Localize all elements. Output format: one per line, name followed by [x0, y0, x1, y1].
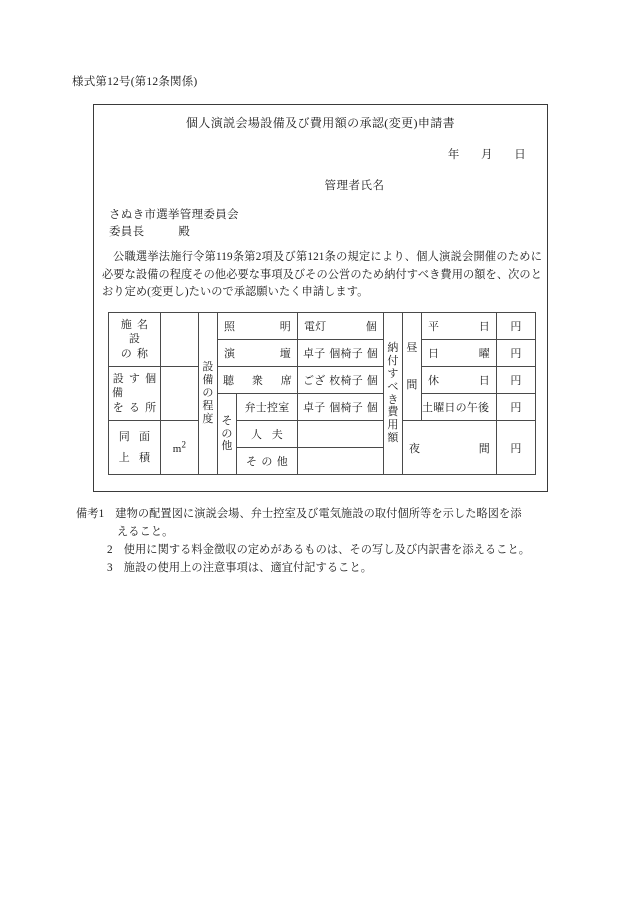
area-char-4: 積 — [139, 452, 151, 464]
label-venue-place — [109, 367, 161, 421]
nighttime-row-label — [403, 421, 497, 475]
addressee-honorific: 殿 — [178, 225, 191, 238]
equipment-fee-table — [108, 312, 536, 475]
venue-char-7: 所 — [145, 401, 157, 414]
label-fee-payable — [384, 313, 403, 475]
labourer-char-1: 人 — [251, 429, 263, 441]
nighttime-char-1: 夜 — [409, 442, 421, 455]
holiday-char-1: 休 — [428, 375, 440, 387]
facility-name-char-2: 名 — [137, 319, 149, 332]
venue-char-4: 備 — [112, 387, 124, 400]
fee-char-1: 納 — [387, 341, 399, 354]
other-char-1: そ — [221, 414, 233, 427]
audience-char-2: 衆 — [251, 375, 264, 387]
other-char-2: の — [221, 427, 233, 440]
lighting-items[interactable] — [298, 313, 384, 340]
venue-char-5: を — [112, 401, 124, 414]
page-title: 個人演説会場設備及び費用額の承認(変更)申請書 — [185, 116, 456, 130]
lighting-char-1: 照 — [224, 321, 236, 333]
row-label-platform — [218, 340, 298, 367]
remark-item-1-continued: えること。 — [117, 526, 174, 539]
body-paragraph — [102, 249, 542, 302]
remarks-section — [76, 505, 566, 578]
other-misc-items[interactable] — [298, 448, 384, 475]
misc-char-1: そ — [246, 456, 258, 468]
fee-char-5: き — [387, 393, 399, 406]
label-daytime — [403, 313, 422, 421]
misc-char-3: 他 — [276, 456, 288, 468]
equipment-char-4: 程 — [202, 399, 214, 412]
remark-text-3: 施設の使用上の注意事項は、適宜付記すること。 — [123, 562, 373, 575]
application-form-box — [93, 104, 548, 492]
audience-item-3: 個 — [366, 375, 378, 387]
fee-char-6: 費 — [387, 406, 399, 419]
equipment-char-5: 度 — [202, 412, 214, 425]
venue-char-1: 設 — [112, 373, 124, 386]
daytime-char-1: 昼 — [406, 341, 418, 354]
venue-char-3: 個 — [145, 373, 157, 386]
labourer-items[interactable] — [298, 421, 384, 448]
venue-char-2: す — [128, 373, 141, 386]
daytime-row-label-sunday — [422, 340, 497, 367]
daytime-row-label-holiday — [422, 367, 497, 394]
audience-item-2: 枚椅子 — [329, 375, 363, 387]
platform-char-1: 演 — [224, 348, 236, 360]
remark-item-1 — [76, 505, 566, 523]
day-label: 日 — [514, 149, 526, 161]
facility-name-char-3: 設 — [128, 333, 141, 346]
remark-number-2: 2 — [107, 544, 113, 557]
speaker-room-item-2: 個椅子 — [329, 402, 363, 414]
labourer-char-2: 夫 — [271, 429, 283, 441]
equipment-char-3: の — [202, 387, 214, 400]
daytime-row-label-weekday — [422, 313, 497, 340]
remarks-heading: 備考 — [76, 508, 99, 520]
remark-text-1: 建物の配置図に演説会場、弁士控室及び電気施設の取付個所等を示した略図を添 — [115, 508, 522, 520]
audience-item-1: ござ — [303, 375, 326, 387]
remark-number-3: 3 — [107, 562, 113, 575]
addressee-block — [109, 207, 239, 240]
fee-char-4: べ — [387, 380, 399, 393]
sunday-fee-unit[interactable]: 円 — [497, 340, 536, 367]
row-label-speaker-room: 弁士控室 — [237, 394, 298, 421]
row-label-audience-seats — [218, 367, 298, 394]
weekday-fee-unit[interactable]: 円 — [497, 313, 536, 340]
platform-item-1: 卓子 — [303, 348, 326, 360]
weekday-char-1: 平 — [428, 321, 440, 333]
row-label-lighting — [218, 313, 298, 340]
area-value[interactable] — [161, 421, 199, 475]
venue-place-value[interactable] — [161, 367, 199, 421]
lighting-item-3: 個 — [365, 321, 377, 333]
year-label: 年 — [447, 149, 460, 161]
lighting-char-2: 明 — [279, 321, 291, 333]
venue-char-6: る — [128, 401, 141, 414]
remark-item-2 — [76, 541, 566, 559]
label-equipment-degree — [199, 313, 218, 475]
speaker-room-item-3: 個 — [366, 402, 378, 414]
audience-char-3: 席 — [280, 375, 292, 387]
equipment-char-1: 設 — [202, 361, 214, 374]
fee-char-2: 付 — [387, 354, 399, 367]
nighttime-char-2: 間 — [478, 442, 490, 455]
area-char-2: 面 — [139, 430, 151, 443]
facility-name-value[interactable] — [161, 313, 199, 367]
saturday-afternoon-fee-unit[interactable]: 円 — [497, 394, 536, 421]
fee-char-8: 額 — [387, 432, 399, 445]
platform-item-2: 個椅子 — [329, 348, 363, 360]
label-other-equipment — [218, 394, 237, 475]
label-area — [109, 421, 161, 475]
platform-items[interactable] — [298, 340, 384, 367]
remark-text-2: 使用に関する料金徴収の定めがあるものは、その写し及び内訳書を添えること。 — [123, 544, 531, 557]
area-char-3: 上 — [118, 452, 130, 464]
nighttime-fee-unit[interactable]: 円 — [497, 421, 536, 475]
weekday-char-2: 日 — [478, 321, 490, 333]
area-unit-label: $m^2$ — [172, 439, 187, 456]
holiday-char-2: 日 — [478, 375, 490, 387]
remark-number-1: 1 — [98, 508, 105, 520]
facility-name-char-1: 施 — [120, 319, 132, 332]
date-line — [448, 146, 526, 162]
sunday-char-1: 日 — [428, 348, 440, 360]
facility-name-char-5: 称 — [137, 347, 149, 360]
platform-char-2: 壇 — [279, 348, 291, 360]
platform-item-3: 個 — [366, 348, 378, 360]
sunday-char-2: 曜 — [478, 348, 490, 360]
fee-char-7: 用 — [387, 419, 399, 432]
row-label-other-misc — [237, 448, 298, 475]
other-char-3: 他 — [221, 440, 233, 453]
table-row — [109, 421, 536, 448]
label-facility-name — [109, 313, 161, 367]
speaker-room-item-1: 卓子 — [303, 402, 326, 414]
table-row — [109, 367, 536, 394]
row-label-labourer — [237, 421, 298, 448]
addressee-chair: 委員長 — [109, 225, 145, 238]
fee-char-3: す — [387, 367, 399, 380]
daytime-row-label-saturday-afternoon: 土曜日の午後 — [422, 394, 497, 421]
equipment-char-2: 備 — [202, 374, 214, 387]
month-label: 月 — [481, 149, 493, 161]
lighting-item-1: 電灯 — [304, 321, 327, 333]
misc-char-2: の — [261, 456, 273, 468]
area-char-1: 同 — [118, 430, 130, 443]
body-paragraph-text: 公職選挙法施行令第119条第2項及び第121条の規定により、個人演説会開催のために必要な設備の程度その他必要な事項及びその公営のため納付すべき費用の額を、次のとおり定め(変更し)たいので承認願いたく申請します。 — [102, 251, 542, 299]
remark-item-3 — [76, 559, 566, 577]
holiday-fee-unit[interactable]: 円 — [497, 367, 536, 394]
audience-char-1: 聴 — [223, 375, 235, 387]
facility-name-char-4: の — [120, 347, 132, 360]
addressee-committee: さぬき市選挙管理委員会 — [109, 209, 239, 221]
audience-items[interactable] — [298, 367, 384, 394]
daytime-char-2: 間 — [406, 378, 418, 391]
speaker-room-items[interactable] — [298, 394, 384, 421]
table-row — [109, 313, 536, 340]
form-number: 様式第12号(第12条関係) — [72, 76, 198, 88]
manager-name-label: 管理者氏名 — [324, 180, 385, 192]
